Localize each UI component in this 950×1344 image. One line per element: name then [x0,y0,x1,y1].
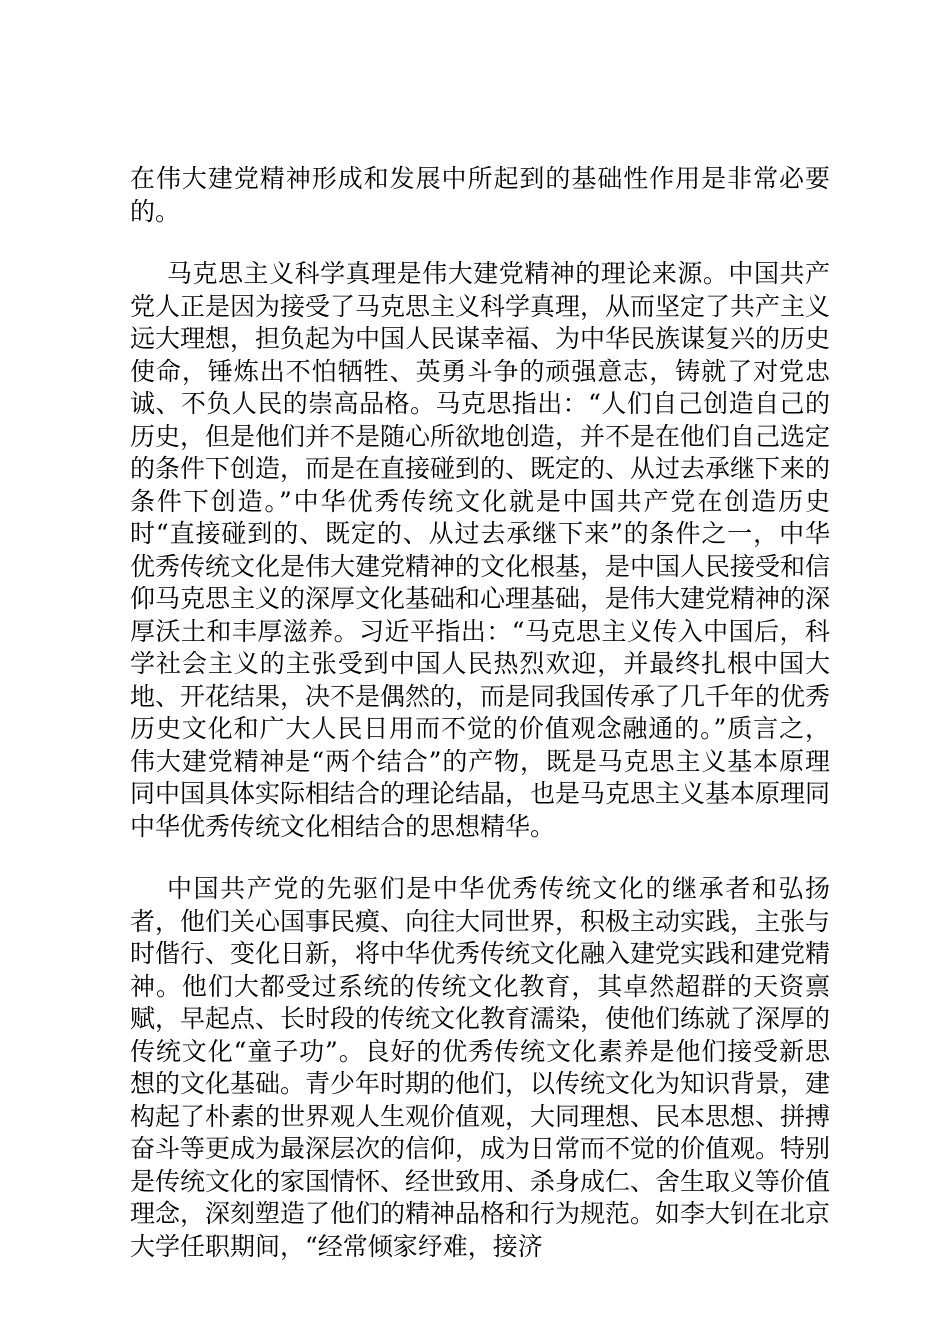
paragraph-marxism-theory-source: 马克思主义科学真理是伟大建党精神的理论来源。中国共产党人正是因为接受了马克思主义科学真理，从而坚定了共产主义远大理想，担负起为中国人民谋幸福、为中华民族谋复兴的历史使命，锤炼出不怕牺牲、英勇斗争的顽强意志，铸就了对党忠诚、不负人民的崇高品格。马克思指出：“人们自己创造自己的历史，但是他们并不是随心所欲地创造，并不是在他们自己选定的条件下创造，而是在直接碰到的、既定的、从过去承继下来的条件下创造。”中华优秀传统文化就是中国共产党在创造历史时“直接碰到的、既定的、从过去承继下来”的条件之一，中华优秀传统文化是伟大建党精神的文化根基，是中国人民接受和信仰马克思主义的深厚文化基础和心理基础，是伟大建党精神的深厚沃土和丰厚滋养。习近平指出：“马克思主义传入中国后，科学社会主义的主张受到中国人民热烈欢迎，并最终扎根中国大地、开花结果，决不是偶然的，而是同我国传承了几千年的优秀历史文化和广大人民日用而不觉的价值观念融通的。”质言之，伟大建党精神是“两个结合”的产物，既是马克思主义基本原理同中国具体实际相结合的理论结晶，也是马克思主义基本原理同中华优秀传统文化相结合的思想精华。 [130,259,831,841]
paragraph-party-pioneers: 中国共产党的先驱们是中华优秀传统文化的继承者和弘扬者，他们关心国事民瘼、向往大同世界，积极主动实践，主张与时偕行、变化日新，将中华优秀传统文化融入建党实践和建党精神。他们大都受过系统的传统文化教育，其卓然超群的天资禀赋，早起点、长时段的传统文化教育濡染，使他们练就了深厚的传统文化“童子功”。良好的优秀传统文化素养是他们接受新思想的文化基础。青少年时期的他们，以传统文化为知识背景，建构起了朴素的世界观人生观价值观，大同理想、民本思想、拼搏奋斗等更成为最深层次的信仰，成为日常而不觉的价值观。特别是传统文化的家国情怀、经世致用、杀身成仁、舍生取义等价值理念，深刻塑造了他们的精神品格和行为规范。如李大钊在北京大学任职期间，“经常倾家纾难，接济 [130,874,831,1261]
body-text [130,163,830,1293]
paragraph-continuation: 在伟大建党精神形成和发展中所起到的基础性作用是非常必要的。 [130,164,830,226]
